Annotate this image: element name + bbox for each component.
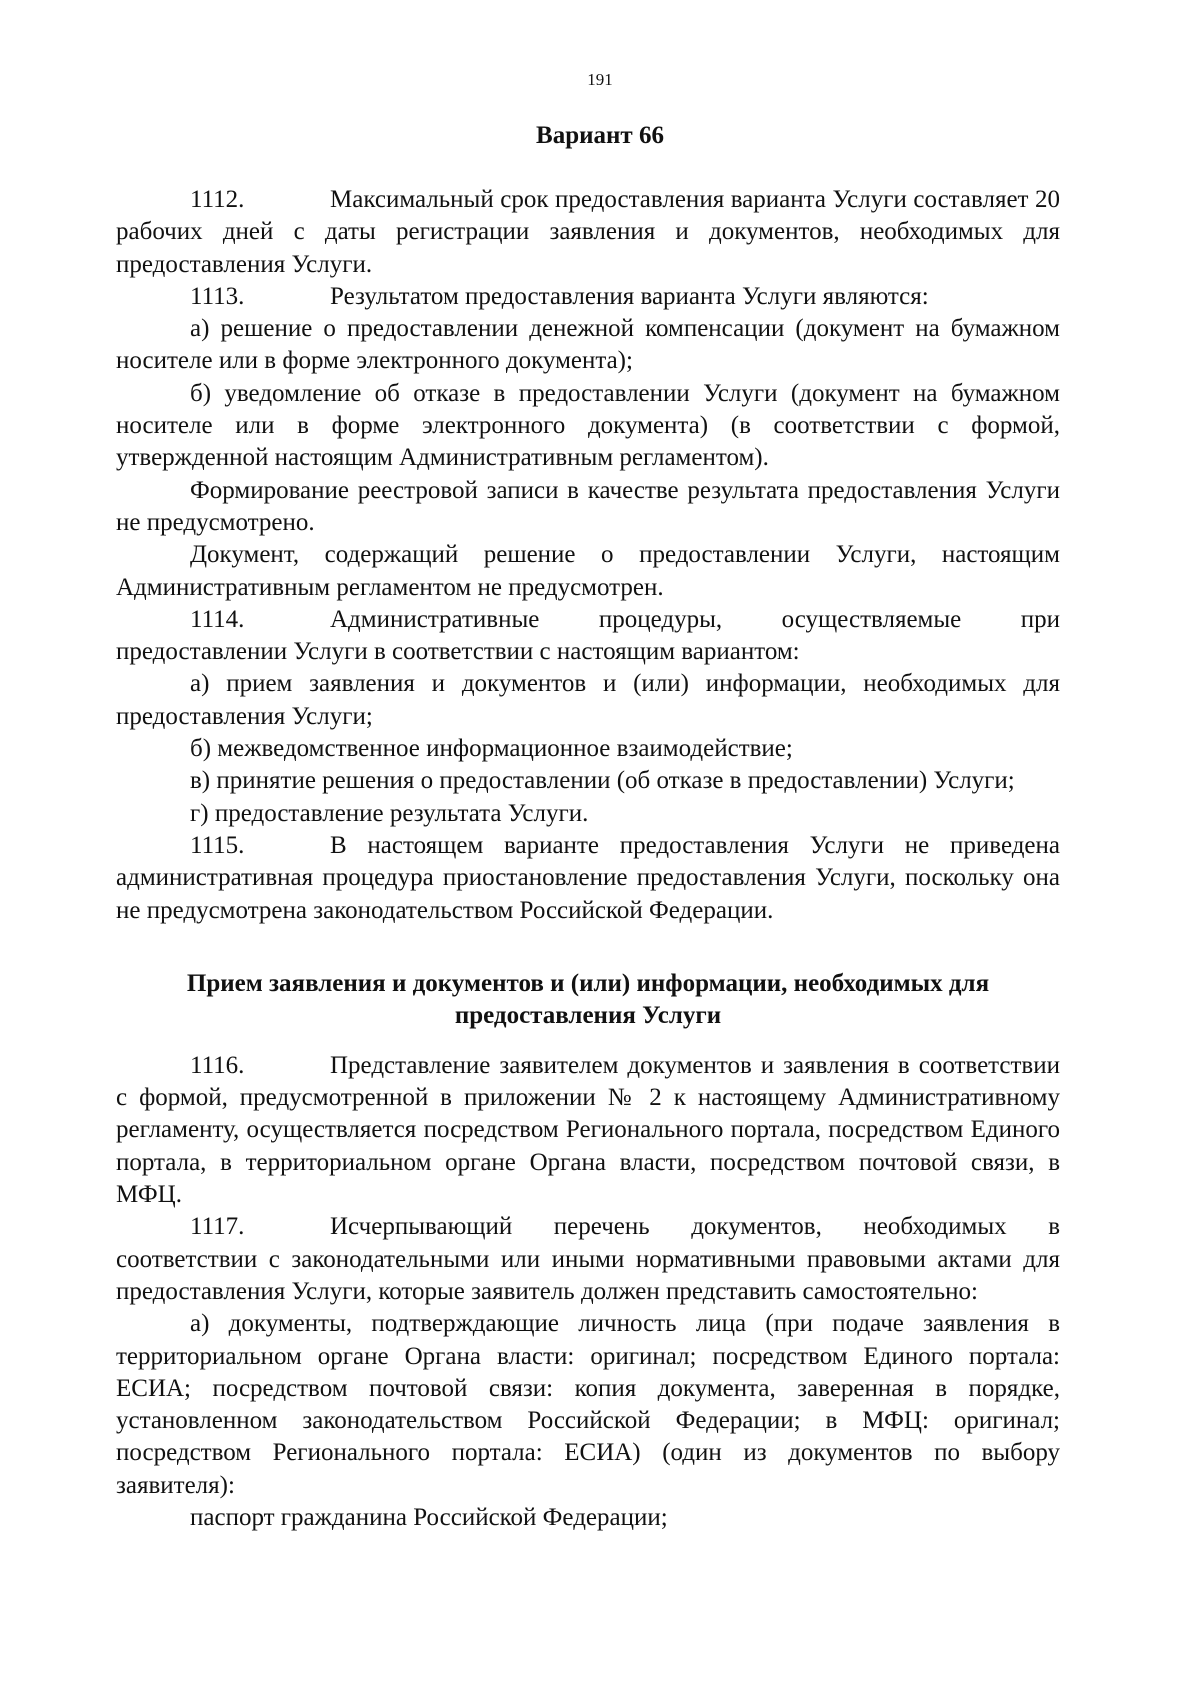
clause-text: Представление заявителем документов и заявления в соответствии с формой, предусмотренной в приложении № 2 к настоящему Административному регламенту, осуществляется посредством Регионального портала, посредством Единого портала, в территориальном органе Органа власти, посредством почтовой связи, в МФЦ. [116, 1051, 1060, 1209]
clause-text: В настоящем варианте предоставления Услуги не приведена административная процедура приостановление предоставления Услуги, поскольку она не предусмотрена законодательством Российской Федерации. [116, 831, 1060, 924]
clause-number: 1112. [190, 186, 245, 213]
clause-1116 [116, 1050, 1060, 1211]
list-item: паспорт гражданина Российской Федерации; [190, 1503, 668, 1531]
clause-number: 1114. [190, 605, 245, 633]
clause-1113 [116, 281, 1060, 313]
paragraph: Документ, содержащий решение о предоставлении Услуги, настоящим Административным регламентом не предусмотрен. [116, 541, 1060, 601]
clause-text: Исчерпывающий перечень документов, необходимых в соответствии с законодательными или иными нормативными правовыми актами для предоставления Услуги, которые заявитель должен представить самостоятельно: [116, 1213, 1060, 1305]
clause-number: 1115. [190, 831, 245, 859]
clause-text: Максимальный срок предоставления варианта Услуги составляет 20 рабочих дней с даты регистрации заявления и документов, необходимых для предоставления Услуги. [116, 186, 1060, 278]
list-item: а) прием заявления и документов и (или) информации, необходимых для предоставления Услуги; [116, 670, 1060, 730]
clause-text: Административные процедуры, осуществляемые при предоставлении Услуги в соответствии с настоящим вариантом: [116, 605, 1060, 666]
variant-heading: Вариант 66 [536, 122, 664, 149]
document-body [116, 184, 1060, 1534]
page-number: 191 [587, 70, 613, 89]
clause-1114 [116, 604, 1060, 669]
clause-1117 [116, 1211, 1060, 1308]
clause-number: 1117. [190, 1213, 245, 1241]
clause-number: 1116. [190, 1051, 245, 1079]
clause-1112 [116, 184, 1060, 281]
list-item: б) межведомственное информационное взаимодействие; [190, 735, 793, 763]
paragraph: Формирование реестровой записи в качестве результата предоставления Услуги не предусмотрено. [116, 476, 1060, 536]
clause-1115 [116, 830, 1060, 927]
section-heading: Прием заявления и документов и (или) информации, необходимых для предоставления Услуги [186, 969, 990, 1029]
list-item: а) решение о предоставлении денежной компенсации (документ на бумажном носителе или в форме электронного документа); [116, 315, 1060, 375]
clause-number: 1113. [190, 282, 245, 310]
clause-text: Результатом предоставления варианта Услуги являются: [330, 282, 929, 310]
list-item: в) принятие решения о предоставлении (об отказе в предоставлении) Услуги; [190, 767, 1015, 795]
list-item: г) предоставление результата Услуги. [190, 799, 589, 827]
list-item: а) документы, подтверждающие личность лица (при подаче заявления в территориальном органе Органа власти: оригинал; посредством Единого портала: ЕСИА; посредством почтовой связи: копия документа, заверенная в порядке, установленном законодательством Российской Федерации; в МФЦ: оригинал; посредством Регионального портала: ЕСИА) (один из документов по выбору заявителя): [116, 1310, 1060, 1499]
list-item: б) уведомление об отказе в предоставлении Услуги (документ на бумажном носителе или в форме электронного документа) (в соответствии с формой, утвержденной настоящим Административным регламентом). [116, 379, 1060, 472]
